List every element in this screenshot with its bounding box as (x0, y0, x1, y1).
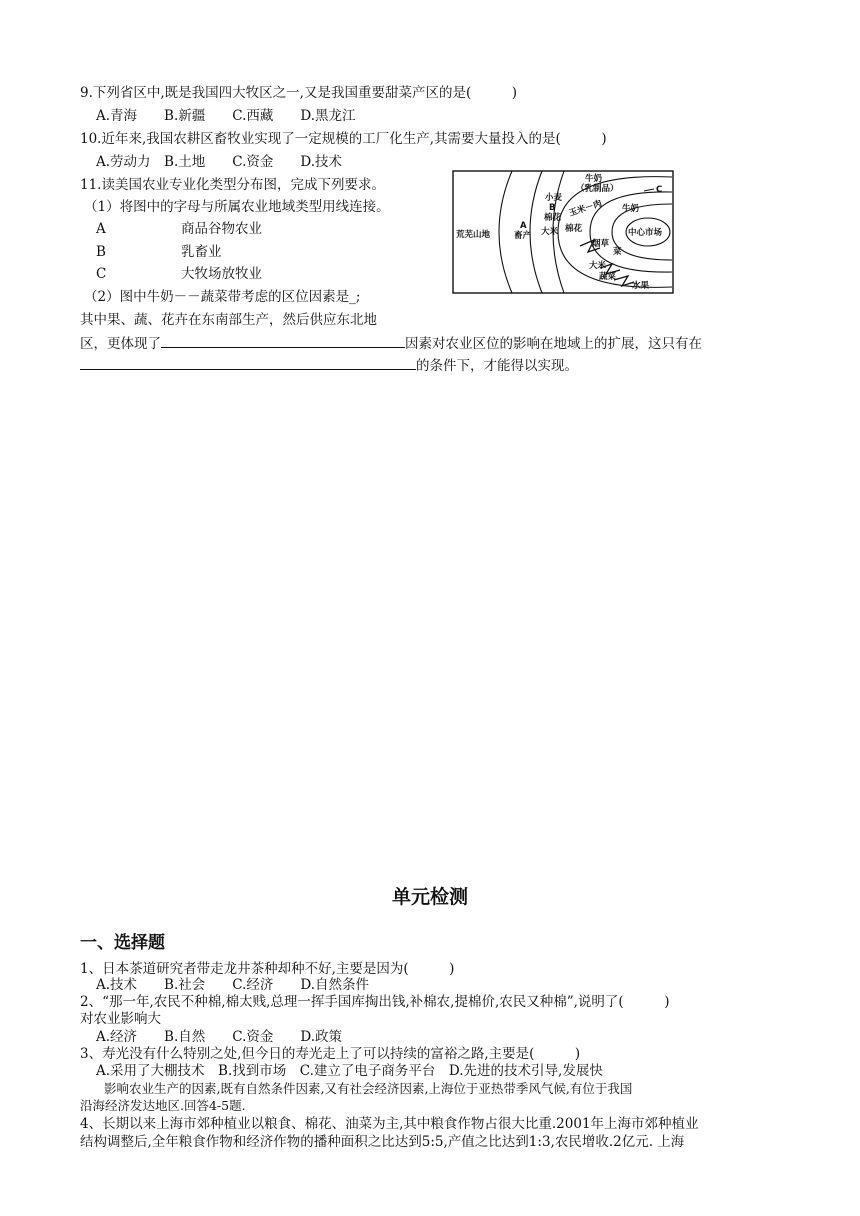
zone-b-letter: B (549, 203, 556, 213)
q11-line5 (80, 355, 578, 375)
unit-q4-line2: 结构调整后,全年粮食作物和经济作物的播种面积之比达到5:5,产值之比达到1:3,农民增收.2亿元. 上海 (80, 1134, 685, 1150)
zone-livestock: 畜产 (514, 231, 532, 241)
agriculture-zone-diagram (452, 170, 674, 294)
zone-wheat: 小麦 (545, 193, 563, 203)
unit-q1-options: A.技术 B.社会 C.经济 D.自然条件 (96, 977, 370, 993)
match-type-b: 乳畜业 (181, 244, 222, 260)
zone-veg-short: 菜 (613, 247, 622, 257)
section-heading: 一、选择题 (80, 933, 165, 953)
match-letter-c: C (96, 266, 107, 282)
q11-line4 (80, 333, 702, 353)
q9-stem: 9.下列省区中,既是我国四大牧区之一,又是我国重要甜菜产区的是( ) (80, 85, 517, 101)
zone-a-letter: A (520, 221, 527, 231)
unit-q4-line1: 4、长期以来上海市郊种植业以粮食、棉花、油菜为主,其中粮食作物占很大比重.2001年上海市郊种植业 (80, 1116, 699, 1132)
q11-part1: （1）将图中的字母与所属农业地域类型用线连接。 (84, 199, 390, 215)
zone-corn-meat: 玉米－肉 (567, 198, 604, 219)
zone-cotton-2: 棉花 (565, 224, 583, 234)
answer-blank-1[interactable] (161, 333, 405, 348)
zone-rice-1: 大米 (541, 227, 559, 237)
zone-milk-1: 牛奶 (585, 174, 603, 184)
match-letter-a: A (96, 221, 106, 237)
unit-test-title: 单元检测 (391, 886, 468, 908)
q11-line3: 其中果、蔬、花卉在东南部生产，然后供应东北地 (80, 312, 377, 328)
zone-tobacco: 烟草 (592, 239, 610, 249)
q11-part2: （2）图中牛奶－－蔬菜带考虑的区位因素是_; (84, 289, 361, 305)
unit-q3-options: A.采用了大棚技术 B.找到市场 C.建立了电子商务平台 D.先进的技术引导,发展快 (96, 1063, 603, 1079)
zone-vegetables: 蔬菜 (599, 272, 617, 282)
unit-q2-stem2: 对农业影响大 (80, 1011, 161, 1027)
unit-q1-stem: 1、日本茶道研究者带走龙井茶种却种不好,主要是因为( ) (80, 961, 455, 977)
zone-barren-mountains: 荒芜山地 (456, 230, 491, 240)
q11-line5-b: 的条件下，才能得以实现。 (416, 358, 578, 374)
q9-options: A.青海 B.新疆 C.西藏 D.黑龙江 (96, 108, 356, 124)
match-letter-b: B (96, 244, 106, 260)
unit-q2-options: A.经济 B.自然 C.资金 D.政策 (96, 1029, 343, 1045)
match-type-c: 大牧场放牧业 (181, 266, 262, 282)
unit-intro-line1: 影响农业生产的因素,既有自然条件因素,又有社会经济因素,上海位于亚热带季风气候,有位于我国 (104, 1081, 633, 1096)
unit-q3-stem: 3、寿光没有什么特别之处,但今日的寿光走上了可以持续的富裕之路,主要是( ) (80, 1046, 581, 1062)
answer-blank-2[interactable] (80, 355, 416, 370)
zone-c-letter: C (656, 185, 663, 195)
q11-line4-b: 因素对农业区位的影响在地域上的扩展，这只有在 (405, 336, 702, 352)
match-type-a: 商品谷物农业 (181, 221, 262, 237)
central-market-label: 中心市场 (628, 228, 663, 238)
unit-intro-line2: 沿海经济发达地区.回答4-5题. (80, 1098, 246, 1113)
zone-cotton-1: 棉花 (544, 213, 562, 223)
q10-options: A.劳动力 B.土地 C.资金 D.技术 (96, 154, 343, 170)
unit-q2-stem: 2、“那一年,农民不种棉,棉太贱,总理一挥手国库掏出钱,补棉农,提棉价,农民又种棉”,说明了( ) (80, 994, 670, 1010)
zone-fruit: 水果 (632, 281, 650, 291)
zone-milk-2: 牛奶 (622, 204, 640, 214)
zone-rice-2: 大米 (589, 261, 607, 271)
q11-line4-a: 区，更体现了 (80, 336, 161, 352)
zone-dairy-products: （乳制品） (576, 184, 619, 194)
q11-stem: 11.读美国农业专业化类型分布图，完成下列要求。 (80, 177, 385, 193)
q10-stem: 10.近年来,我国农耕区畜牧业实现了一定规模的工厂化生产,其需要大量投入的是( ) (80, 131, 607, 147)
